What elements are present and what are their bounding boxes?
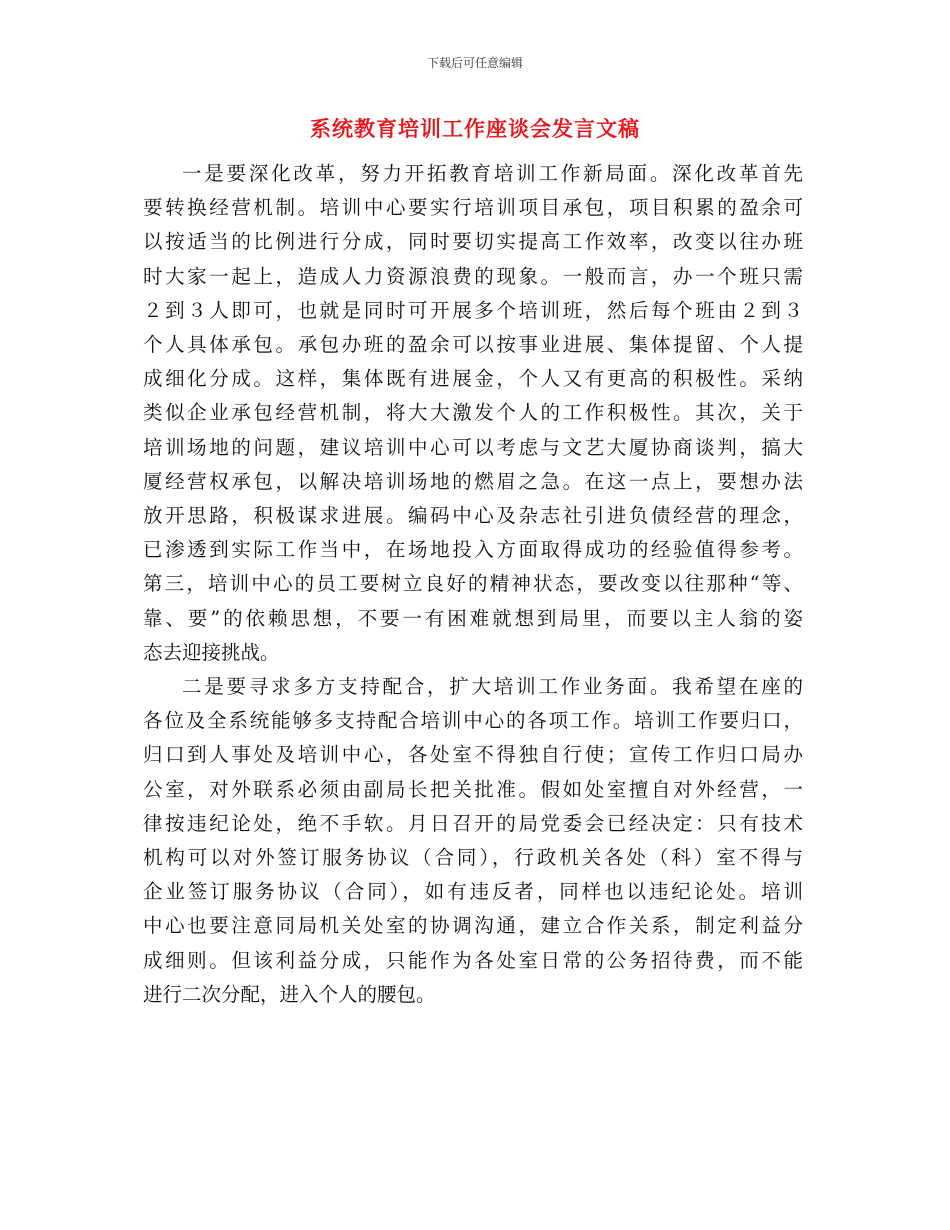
paragraph-line: 以按适当的比例进行分成，同时要切实提高工作效率，改变以往办班 [143,230,803,254]
paragraph-line: 进行二次分配，进入个人的腰包。 [143,982,436,1006]
paragraph-line: 一是要深化改革，努力开拓教育培训工作新局面。深化改革首先 [182,162,803,185]
page-header-note: 下载后可任意编辑 [426,56,523,70]
paragraph-2 [143,670,803,1012]
paragraph-line: 成细则。但该利益分成，只能作为各处室日常的公务招待费，而不能 [143,948,803,972]
paragraph-line: 各位及全系统能够多支持配合培训中心的各项工作。培训工作要归口， [143,709,803,733]
paragraph-line: ２到３人即可，也就是同时可开展多个培训班，然后每个班由２到３ [143,298,803,322]
document-title: 系统教育培训工作座谈会发言文稿 [310,116,640,141]
paragraph-line: 中心也要注意同局机关处室的协调沟通，建立合作关系，制定利益分 [143,914,803,938]
paragraph-line: 成细化分成。这样，集体既有进展金，个人又有更高的积极性。采纳 [143,367,803,391]
paragraph-line: 归口到人事处及培训中心，各处室不得独自行使；宣传工作归口局办 [143,743,803,767]
paragraph-line: 第三，培训中心的员工要树立良好的精神状态，要改变以往那种“等、 [143,572,803,596]
paragraph-line: 机构可以对外签订服务协议（合同），行政机关各处（科）室不得与 [143,846,803,870]
paragraph-line: 靠、要”的依赖思想，不要一有困难就想到局里，而要以主人翁的姿 [143,606,803,630]
paragraph-line: 要转换经营机制。培训中心要实行培训项目承包，项目积累的盈余可 [143,196,803,220]
paragraph-line: 已渗透到实际工作当中，在场地投入方面取得成功的经验值得参考。 [143,538,803,562]
paragraph-line: 企业签订服务协议（合同），如有违反者，同样也以违纪论处。培训 [143,880,803,904]
paragraph-line: 厦经营权承包，以解决培训场地的燃眉之急。在这一点上，要想办法 [143,469,803,493]
paragraph-line: 律按违纪论处，绝不手软。月日召开的局党委会已经决定：只有技术 [143,811,803,835]
paragraph-line: 个人具体承包。承包办班的盈余可以按事业进展、集体提留、个人提 [143,333,803,357]
paragraph-1 [143,157,803,670]
paragraph-line: 公室，对外联系必须由副局长把关批准。假如处室擅自对外经营，一 [143,777,803,801]
paragraph-line: 态去迎接挑战。 [143,640,280,664]
paragraph-line: 放开思路，积极谋求进展。编码中心及杂志社引进负债经营的理念， [143,504,803,528]
paragraph-line: 二是要寻求多方支持配合，扩大培训工作业务面。我希望在座的 [182,675,803,699]
paragraph-line: 时大家一起上，造成人力资源浪费的现象。一般而言，办一个班只需 [143,264,803,288]
paragraph-line: 类似企业承包经营机制，将大大激发个人的工作积极性。其次，关于 [143,401,803,425]
paragraph-line: 培训场地的问题，建议培训中心可以考虑与文艺大厦协商谈判，搞大 [143,435,803,459]
document-body [143,157,803,1012]
